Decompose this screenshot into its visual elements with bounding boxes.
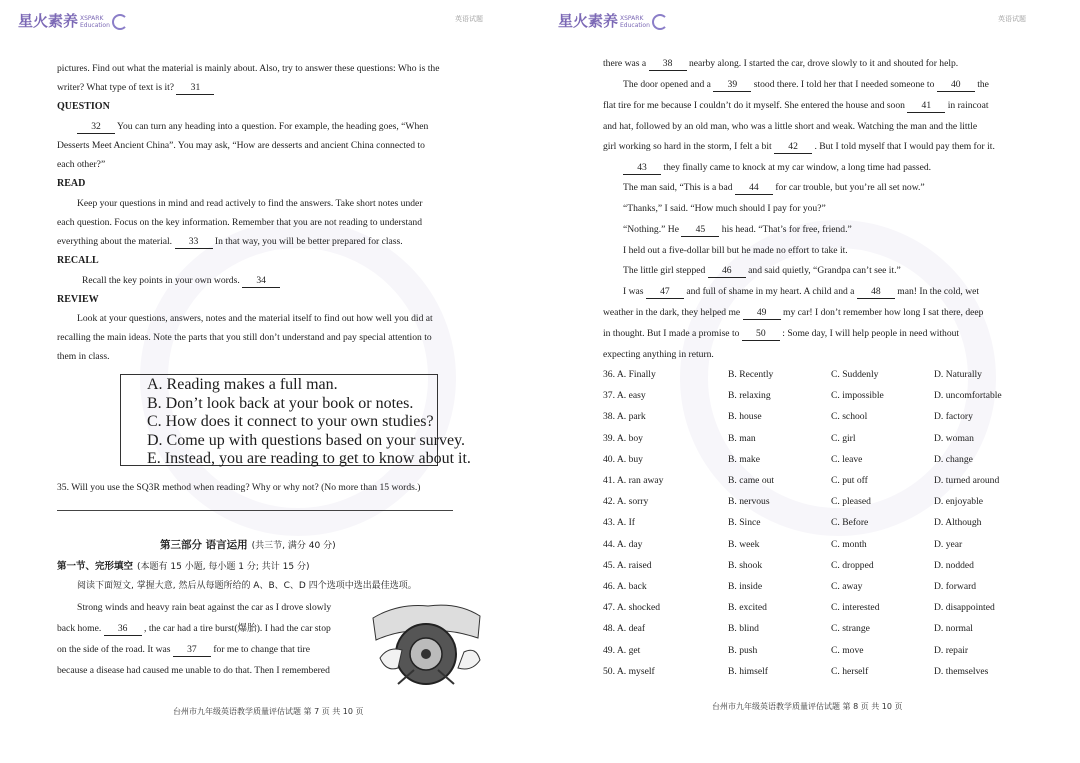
text-segment: writer? What type of text is it?	[57, 82, 175, 93]
text-line	[603, 307, 983, 320]
choice-option: D. woman	[934, 432, 974, 444]
text-segment: his head. “That’s for free, friend.”	[721, 224, 852, 235]
blank-38: 38	[649, 58, 687, 71]
section1-heading: 第一节、完形填空 (本题有 15 小题, 每小题 1 分; 共计 15 分)	[57, 561, 310, 572]
tire-illustration	[368, 598, 486, 690]
blank-33: 33	[175, 236, 213, 249]
choice-option: C. girl	[831, 432, 856, 444]
text-line	[57, 236, 403, 249]
text-segment: and said quietly, “Grandpa can’t see it.”	[748, 265, 901, 276]
option-item: C. How does it connect to your own studies?	[147, 413, 434, 430]
blank-47: 47	[646, 286, 684, 299]
choice-option: C. move	[831, 644, 864, 656]
choice-option: B. push	[728, 644, 758, 656]
choice-option: B. Recently	[728, 369, 774, 380]
text-line	[603, 58, 958, 71]
blank-44: 44	[735, 182, 773, 195]
text-segment: everything about the material.	[57, 236, 173, 247]
section-heading: RECALL	[57, 255, 99, 266]
text-line: expecting anything in return.	[603, 349, 714, 360]
text-segment: and full of shame in my heart. A child and a	[686, 286, 855, 297]
text-segment: there was a	[603, 58, 647, 69]
choice-option: B. shook	[728, 559, 763, 571]
brand-logo: 星火素养 XSPARK Education	[558, 10, 668, 31]
choice-option: D. repair	[934, 644, 969, 656]
choice-option: B. relaxing	[728, 390, 771, 402]
text-segment: flat tire for me because I couldn’t do it myself. She entered the house and soon	[603, 100, 905, 111]
text-segment: back home.	[57, 623, 102, 634]
choice-option: C. school	[831, 411, 868, 423]
text-line	[603, 100, 989, 113]
page-footer: 台州市九年级英语教学质量评估试题 第 8 页 共 10 页	[712, 702, 903, 711]
blank-31: 31	[176, 82, 214, 95]
choice-option: 41. A. ran away	[603, 475, 664, 486]
text-segment: The man said, “This is a bad	[623, 182, 733, 193]
instruction: 阅读下面短文, 掌握大意, 然后从每题所给的 A、B、C、D 四个选项中选出最佳选项。	[77, 581, 417, 591]
text-segment: the	[977, 79, 989, 90]
text-segment: in thought. But I made a promise to	[603, 328, 740, 339]
text-line: Keep your questions in mind and read actively to find the answers. Take short notes under	[77, 198, 423, 209]
blank-37: 37	[173, 644, 211, 657]
blank-36: 36	[104, 623, 142, 636]
option-item: D. Come up with questions based on your survey.	[147, 431, 466, 449]
text-line	[82, 275, 280, 288]
choice-option: C. month	[831, 538, 867, 550]
choice-option: B. week	[728, 538, 760, 550]
text-segment: for car trouble, but you’re all set now.”	[775, 182, 925, 193]
choice-option: D. year	[934, 538, 963, 550]
option-item: A. Reading makes a full man.	[147, 376, 338, 393]
text-segment: In that way, you will be better prepared for class.	[214, 236, 403, 247]
choice-option: D. Although	[934, 517, 982, 529]
blank-41: 41	[907, 100, 945, 113]
choice-option: B. Since	[728, 517, 761, 529]
text-segment: Recall the key points in your own words.	[82, 275, 240, 286]
text-segment: , the car had a tire burst(爆胎). I had the car stop	[144, 623, 331, 634]
option-item: B. Don’t look back at your book or notes.	[147, 394, 414, 412]
text-line	[57, 82, 214, 95]
choice-option: B. came out	[728, 475, 775, 486]
text-line	[623, 265, 901, 278]
text-segment: : Some day, I will help people in need without	[782, 328, 960, 339]
section-heading: REVIEW	[57, 294, 99, 305]
text-line	[603, 328, 959, 341]
choice-option: C. Suddenly	[831, 369, 879, 380]
choice-option: 40. A. buy	[603, 453, 643, 465]
choice-option: C. herself	[831, 665, 869, 677]
text-segment: I was	[623, 286, 644, 297]
text-segment: You can turn any heading into a question. For example, the heading goes, “When	[117, 121, 429, 132]
swirl-icon	[652, 14, 668, 30]
text-line	[603, 141, 995, 154]
text-line: I held out a five-dollar bill but he made no effort to take it.	[623, 245, 848, 256]
option-item: E. Instead, you are reading to get to know about it.	[147, 450, 471, 467]
text-segment: on the side of the road. It was	[57, 644, 171, 655]
text-segment: The little girl stepped	[623, 265, 706, 276]
text-line: Strong winds and heavy rain beat against the car as I drove slowly	[77, 602, 332, 613]
options-box	[120, 374, 471, 467]
header-right: 英语试题	[998, 15, 1026, 23]
choice-option: B. nervous	[728, 496, 770, 508]
text-line	[57, 623, 331, 636]
choice-option: C. interested	[831, 602, 880, 614]
choice-option: 43. A. If	[603, 517, 635, 529]
choice-option: 48. A. deaf	[603, 623, 646, 635]
text-line: pictures. Find out what the material is mainly about. Also, try to answer these questions: Who is the	[57, 63, 440, 74]
choice-option: 45. A. raised	[603, 559, 652, 571]
text-line	[623, 286, 979, 299]
text-segment: my car! I don’t remember how long I sat there, deep	[783, 307, 984, 318]
text-line: Desserts Meet Ancient China”. You may ask, “How are desserts and ancient China connected to	[57, 140, 425, 151]
question-35: 35. Will you use the SQ3R method when reading? Why or why not? (No more than 15 words.)	[57, 482, 421, 493]
section-heading: QUESTION	[57, 101, 110, 112]
choice-option: B. inside	[728, 581, 763, 592]
blank-50: 50	[742, 328, 780, 341]
blank-48: 48	[857, 286, 895, 299]
choice-option: D. normal	[934, 623, 973, 635]
choice-option: 37. A. easy	[603, 390, 646, 402]
text-segment: girl working so hard in the storm, I felt a bit	[603, 141, 772, 152]
choice-option: D. uncomfortable	[934, 390, 1002, 402]
text-segment: weather in the dark, they helped me	[603, 307, 741, 318]
text-line	[623, 224, 852, 237]
choice-option: C. away	[831, 581, 863, 592]
choice-option: D. forward	[934, 581, 977, 592]
blank-32: 32	[77, 121, 115, 134]
text-line: because a disease had caused me unable to do that. Then I remembered	[57, 665, 330, 676]
text-segment: man! In the cold, wet	[897, 286, 980, 297]
text-line	[623, 162, 931, 175]
brand-logo: 星火素养 XSPARK Education	[18, 10, 128, 31]
blank-34: 34	[242, 275, 280, 288]
blank-39: 39	[713, 79, 751, 92]
choice-option: 46. A. back	[603, 581, 647, 592]
choice-option: C. put off	[831, 475, 868, 486]
blank-45: 45	[681, 224, 719, 237]
text-line	[57, 644, 310, 657]
text-line: and hat, followed by an old man, who was a little short and weak. Watching the man and the little	[603, 121, 978, 132]
choice-option: B. excited	[728, 602, 767, 614]
choice-option: B. blind	[728, 623, 759, 635]
choice-option: B. himself	[728, 665, 768, 677]
page-footer: 台州市九年级英语教学质量评估试题 第 7 页 共 10 页	[173, 707, 364, 716]
swirl-icon	[112, 14, 128, 30]
choice-option: 39. A. boy	[603, 432, 643, 444]
choice-option: D. factory	[934, 411, 973, 423]
header-right: 英语试题	[455, 15, 483, 23]
text-segment: “Nothing.” He	[623, 224, 679, 235]
choice-option: C. Before	[831, 517, 869, 529]
text-line: them in class.	[57, 351, 110, 362]
text-segment: in raincoat	[947, 100, 989, 111]
text-line: each question. Focus on the key information. Remember that you are not reading to understand	[57, 217, 422, 228]
choice-option: C. strange	[831, 623, 870, 635]
choice-option: 38. A. park	[603, 411, 646, 423]
text-segment: The door opened and a	[623, 79, 711, 90]
text-line: Look at your questions, answers, notes and the material itself to find out how well you did at	[77, 313, 433, 324]
choice-option: C. pleased	[831, 496, 871, 508]
blank-49: 49	[743, 307, 781, 320]
text-line	[77, 121, 428, 134]
answer-line	[57, 510, 453, 511]
blank-46: 46	[708, 265, 746, 278]
choice-option: D. nodded	[934, 559, 974, 571]
part3-heading: 第三部分 语言运用 (共三节, 满分 40 分)	[160, 539, 336, 551]
choice-option: B. house	[728, 411, 762, 423]
text-line	[623, 79, 989, 92]
text-line	[623, 182, 925, 195]
choice-option: D. enjoyable	[934, 496, 984, 508]
choice-option: 50. A. myself	[603, 665, 655, 677]
text-line: “Thanks,” I said. “How much should I pay for you?”	[623, 203, 826, 214]
choice-option: B. make	[728, 453, 760, 465]
text-segment: . But I told myself that I would pay them for it.	[814, 141, 995, 152]
text-line: recalling the main ideas. Note the parts that you still don’t understand and pay special attention to	[57, 332, 432, 343]
choice-option: D. disappointed	[934, 602, 995, 614]
blank-43: 43	[623, 162, 661, 175]
choice-option: C. dropped	[831, 559, 874, 571]
text-segment: stood there. I told her that I needed someone to	[753, 79, 935, 90]
section-heading: READ	[57, 178, 86, 189]
text-line: each other?”	[57, 159, 106, 170]
choice-option: 44. A. day	[603, 538, 643, 550]
text-segment: for me to change that tire	[213, 644, 311, 655]
choice-option: D. themselves	[934, 665, 989, 677]
blank-40: 40	[937, 79, 975, 92]
text-segment: nearby along. I started the car, drove slowly to it and shouted for help.	[688, 58, 959, 69]
choice-option: 42. A. sorry	[603, 496, 649, 508]
choice-option: C. impossible	[831, 390, 884, 402]
choice-option: C. leave	[831, 453, 863, 465]
choice-option: D. turned around	[934, 475, 1000, 486]
choice-option: D. Naturally	[934, 369, 982, 380]
choice-option: D. change	[934, 453, 973, 465]
blank-42: 42	[774, 141, 812, 154]
choice-option: 36. A. Finally	[603, 369, 656, 380]
text-segment: they finally came to knock at my car window, a long time had passed.	[663, 162, 932, 173]
choice-option: B. man	[728, 432, 756, 444]
choice-option: 47. A. shocked	[603, 602, 661, 614]
choice-option: 49. A. get	[603, 644, 641, 656]
